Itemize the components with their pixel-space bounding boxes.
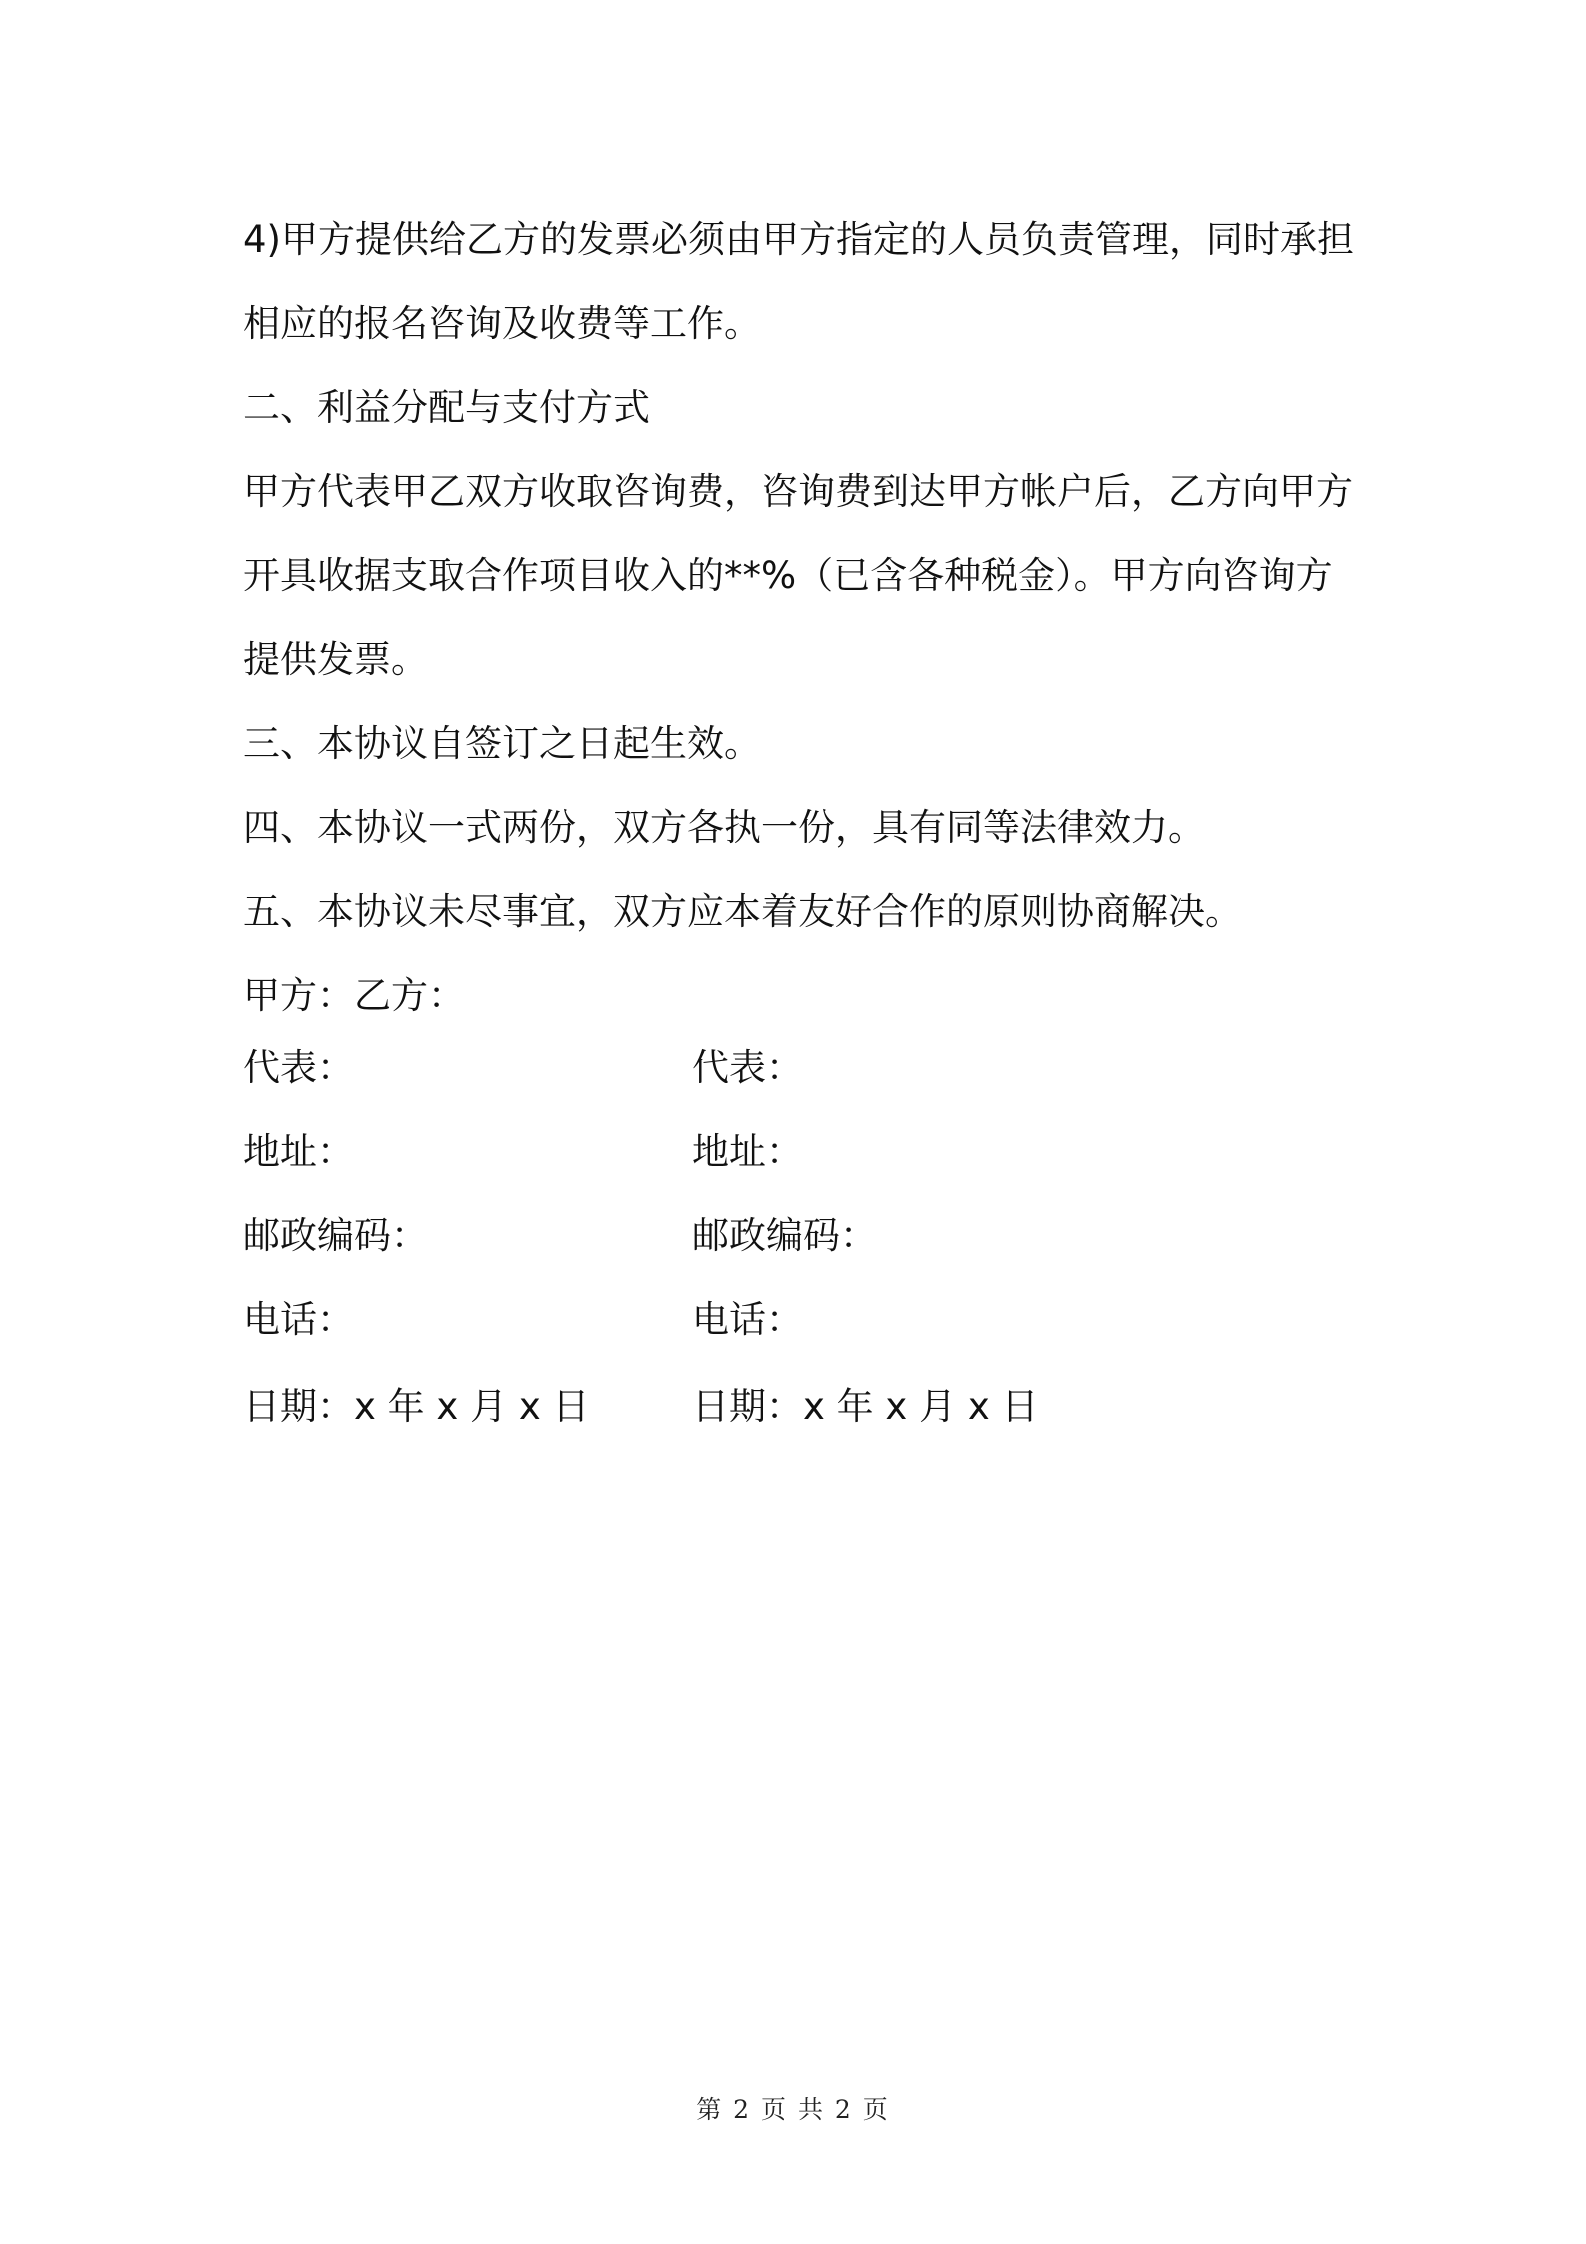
page-number-footer: 第 2 页 共 2 页 bbox=[696, 2095, 890, 2124]
paragraph-payment-line-1: 甲方代表甲乙双方收取咨询费，咨询费到达甲方帐户后，乙方向甲方 bbox=[243, 470, 1353, 513]
party-a-phone-label: 电话： bbox=[243, 1298, 354, 1341]
heading-profit-distribution: 二、利益分配与支付方式 bbox=[243, 386, 650, 429]
paragraph-payment-line-3: 提供发票。 bbox=[243, 638, 428, 681]
party-b-date-label: 日期：x 年 x 月 x 日 bbox=[692, 1385, 1039, 1428]
paragraph-payment-line-2: 开具收据支取合作项目收入的**%（已含各种税金）。甲方向咨询方 bbox=[243, 554, 1333, 597]
party-a-address-label: 地址： bbox=[243, 1130, 354, 1173]
paragraph-clause-4-line-1: 4)甲方提供给乙方的发票必须由甲方指定的人员负责管理，同时承担 bbox=[243, 218, 1354, 261]
party-b-postal-code-label: 邮政编码： bbox=[692, 1214, 877, 1257]
clause-unresolved-matters: 五、本协议未尽事宜，双方应本着友好合作的原则协商解决。 bbox=[243, 890, 1242, 933]
signature-row-postal-code bbox=[243, 1194, 1363, 1278]
party-a-postal-code-label: 邮政编码： bbox=[243, 1214, 428, 1257]
signature-row-phone bbox=[243, 1278, 1363, 1362]
party-b-representative-label: 代表： bbox=[692, 1046, 803, 1089]
signature-row-date bbox=[243, 1362, 1363, 1452]
parties-line: 甲方：乙方： bbox=[243, 974, 465, 1017]
clause-effective-date: 三、本协议自签订之日起生效。 bbox=[243, 722, 761, 765]
party-b-phone-label: 电话： bbox=[692, 1298, 803, 1341]
party-a-representative-label: 代表： bbox=[243, 1046, 354, 1089]
party-b-address-label: 地址： bbox=[692, 1130, 803, 1173]
document-body bbox=[243, 198, 1363, 1038]
signature-row-address bbox=[243, 1110, 1363, 1194]
clause-copies: 四、本协议一式两份，双方各执一份，具有同等法律效力。 bbox=[243, 806, 1205, 849]
party-a-date-label: 日期：x 年 x 月 x 日 bbox=[243, 1385, 590, 1428]
signature-row-representative bbox=[243, 1026, 1363, 1110]
signature-block bbox=[243, 1026, 1363, 1452]
paragraph-clause-4-line-2: 相应的报名咨询及收费等工作。 bbox=[243, 302, 761, 345]
